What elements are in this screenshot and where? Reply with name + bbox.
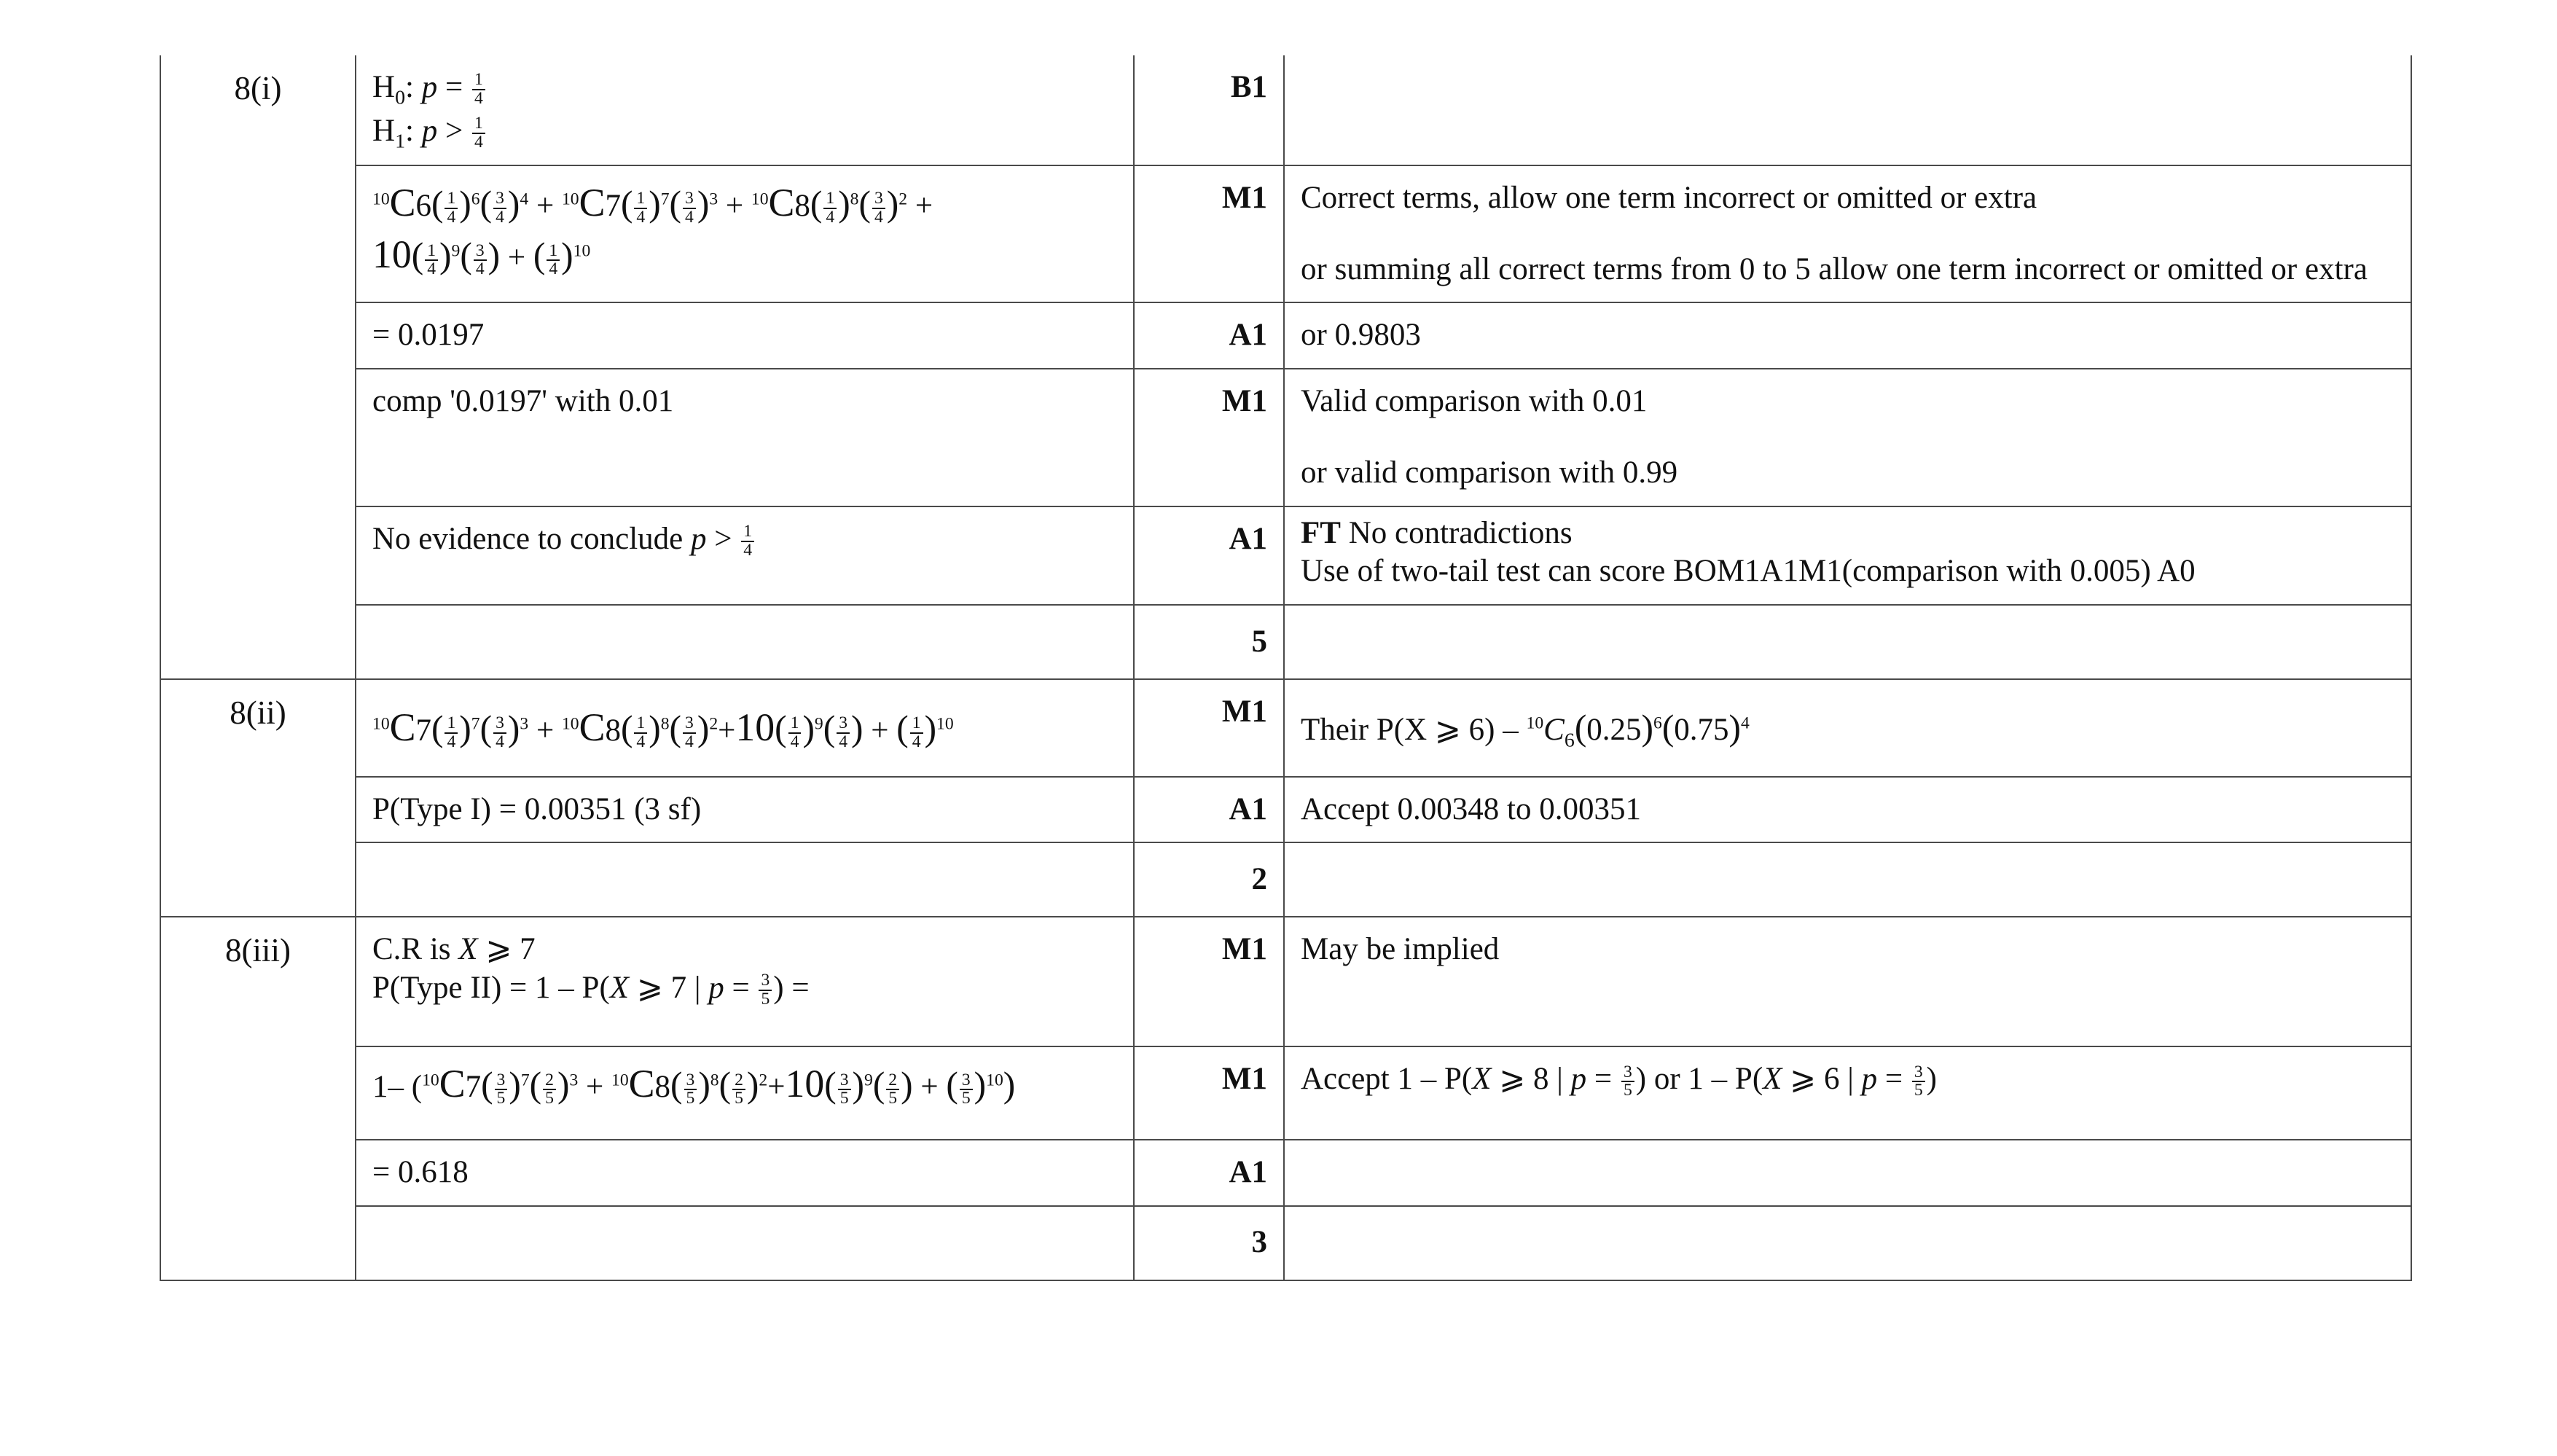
- total-mark-cell: [1134, 1206, 1284, 1280]
- table-row: [160, 1046, 2411, 1140]
- table-row: [160, 165, 2411, 303]
- working-cell: [356, 679, 1134, 777]
- mark-label: M1: [1221, 383, 1267, 418]
- binomial-expression: $^{10}$C7( $\frac{1}{4}$ )$^7$( $\frac{3}{4}$ )$^3$ + $^{10}$C8( $\frac{1}{4}$ )$^8$( $\frac{3}{4}$ )$^2$+10( $\frac{1}{4}$ )$^9$( $\frac{3}{4}$ ) + ( $\frac{1}{4}$ )$^{10}$: [372, 705, 954, 752]
- question-number: 8(iii): [225, 932, 291, 969]
- total-mark-cell: [1134, 605, 1284, 679]
- question-number-cell: [160, 679, 356, 917]
- mark-cell: [1134, 302, 1284, 368]
- mark-label: A1: [1229, 318, 1267, 353]
- guidance-cell: [1284, 302, 2411, 368]
- question-number: 8(ii): [230, 694, 286, 731]
- table-row: [160, 777, 2411, 842]
- working-cell: [356, 777, 1134, 842]
- type-ii-expression: P(Type II) = 1 – P(X ⩾ 7 | p = $\frac{3}{5}$ ) =: [372, 970, 810, 1009]
- mark-label: M1: [1221, 1062, 1267, 1097]
- guidance-text: Accept 1 – P(: [1301, 1062, 1473, 1097]
- alternative-hypothesis: $H_1$: p > $\frac{1}{4}$: [372, 112, 1117, 152]
- question-number-cell: [160, 917, 356, 1280]
- guidance-text: May be implied: [1301, 932, 1500, 967]
- type-ii-binomial-expression: 1– ($^{10}$C7( $\frac{3}{5}$ )$^7$( $\frac{2}{5}$ )$^3$ + $^{10}$C8( $\frac{3}{5}$ )$^8$( $\frac{2}{5}$ )$^2$+10( $\frac{3}{5}$ )$^9$( $\frac{2}{5}$ ) + ( $\frac{3}{5}$ )$^{10}$): [372, 1062, 1016, 1108]
- mark-label: B1: [1230, 70, 1267, 104]
- mark-cell: [1134, 917, 1284, 1046]
- guidance-cell: Their P(X ⩾ $6) - ^{10}C_6(0.25)^6(0.75)^4$: [1284, 679, 2411, 777]
- table-row: [160, 1140, 2411, 1205]
- guidance-cell: [1284, 842, 2411, 917]
- table-row: [160, 302, 2411, 368]
- mark-label: A1: [1229, 791, 1267, 826]
- total-mark: 3: [1251, 1225, 1267, 1260]
- working-cell: [356, 1206, 1134, 1280]
- table-row: [160, 917, 2411, 1046]
- table-row: [160, 1206, 2411, 1280]
- guidance-text: Valid comparison with 0.01: [1301, 383, 1648, 418]
- table-row: [160, 842, 2411, 917]
- mark-cell: [1134, 506, 1284, 605]
- mark-label: M1: [1221, 180, 1267, 215]
- guidance-text: or 0.9803: [1301, 318, 1421, 353]
- guidance-cell: [1284, 605, 2411, 679]
- mark-cell: [1134, 1046, 1284, 1140]
- mark-scheme-table: [160, 55, 2412, 1281]
- binomial-expression-cont: 10( $\frac{1}{4}$ )$^9$( $\frac{3}{4}$ ) + ( $\frac{1}{4}$ )$^{10}$: [372, 232, 591, 279]
- working-cell: [356, 605, 1134, 679]
- mark-cell: [1134, 679, 1284, 777]
- mark-label: A1: [1229, 1155, 1267, 1190]
- comparison-text: comp '0.0197' with 0.01: [372, 383, 674, 418]
- guidance-text: or summing all correct terms from 0 to 5 allow one term incorrect or omitted or extra: [1301, 252, 2368, 287]
- guidance-cell: [1284, 777, 2411, 842]
- guidance-text: Use of two-tail test can score BOM1A1M1(comparison with 0.005) A0: [1301, 554, 2196, 589]
- mark-label: M1: [1221, 694, 1267, 729]
- total-mark: 2: [1251, 861, 1267, 896]
- working-cell: [356, 55, 1134, 165]
- mark-label: M1: [1221, 932, 1267, 967]
- total-mark: 5: [1251, 624, 1267, 659]
- result-text: = 0.618: [372, 1155, 469, 1190]
- guidance-cell: [1284, 165, 2411, 303]
- working-cell: [356, 165, 1134, 303]
- mark-cell: [1134, 369, 1284, 506]
- working-cell: [356, 842, 1134, 917]
- guidance-cell: [1284, 1206, 2411, 1280]
- table-row: [160, 506, 2411, 605]
- guidance-cell: [1284, 55, 2411, 165]
- mark-cell: [1134, 165, 1284, 303]
- mark-cell: [1134, 55, 1284, 165]
- question-number: 8(i): [234, 70, 282, 106]
- null-hypothesis: $H_0$: p = $\frac{1}{4}$: [372, 69, 1117, 108]
- working-cell: No evidence to conclude p > $\frac{1}{4}$: [356, 506, 1134, 605]
- guidance-text: Correct terms, allow one term incorrect or omitted or extra: [1301, 180, 2037, 215]
- table-row: [160, 679, 2411, 777]
- table-row: [160, 55, 2411, 165]
- working-cell: [356, 369, 1134, 506]
- guidance-cell: [1284, 1140, 2411, 1205]
- working-cell: [356, 302, 1134, 368]
- mark-cell: [1134, 1140, 1284, 1205]
- binomial-expression: $^{10}$C6( $\frac{1}{4}$ )$^6$( $\frac{3}{4}$ )$^4$ + $^{10}$C7( $\frac{1}{4}$ )$^7$( $\frac{3}{4}$ )$^3$ + $^{10}$C8( $\frac{1}{4}$ )$^8$( $\frac{3}{4}$ )$^2$ +: [372, 180, 933, 227]
- working-cell: [356, 917, 1134, 1046]
- table-row: [160, 369, 2411, 506]
- guidance-cell: [1284, 917, 2411, 1046]
- conclusion-text: No evidence to conclude: [372, 521, 691, 556]
- mark-cell: [1134, 777, 1284, 842]
- working-cell: [356, 1140, 1134, 1205]
- guidance-cell: [1284, 506, 2411, 605]
- guidance-cell: [1284, 369, 2411, 506]
- working-cell: [356, 1046, 1134, 1140]
- guidance-cell: Accept 1 – P(X ⩾ 8 | p = $\frac{3}{5}$ ) or 1 – P(X ⩾ 6 | p = $\frac{3}{5}$ ): [1284, 1046, 2411, 1140]
- guidance-text: or valid comparison with 0.99: [1301, 455, 1678, 490]
- result-text: = 0.0197: [372, 318, 485, 353]
- result-text: P(Type I) = 0.00351 (3 sf): [372, 791, 702, 826]
- guidance-text: Accept 0.00348 to 0.00351: [1301, 791, 1641, 826]
- critical-region-text: C.R is X ⩾ 7: [372, 932, 536, 967]
- mark-label: A1: [1229, 521, 1267, 556]
- total-mark-cell: [1134, 842, 1284, 917]
- guidance-text: FT No contradictions: [1301, 515, 1573, 550]
- guidance-text: Their P(X ⩾ 6) –: [1301, 712, 1527, 747]
- table-row: [160, 605, 2411, 679]
- question-number-cell: [160, 55, 356, 679]
